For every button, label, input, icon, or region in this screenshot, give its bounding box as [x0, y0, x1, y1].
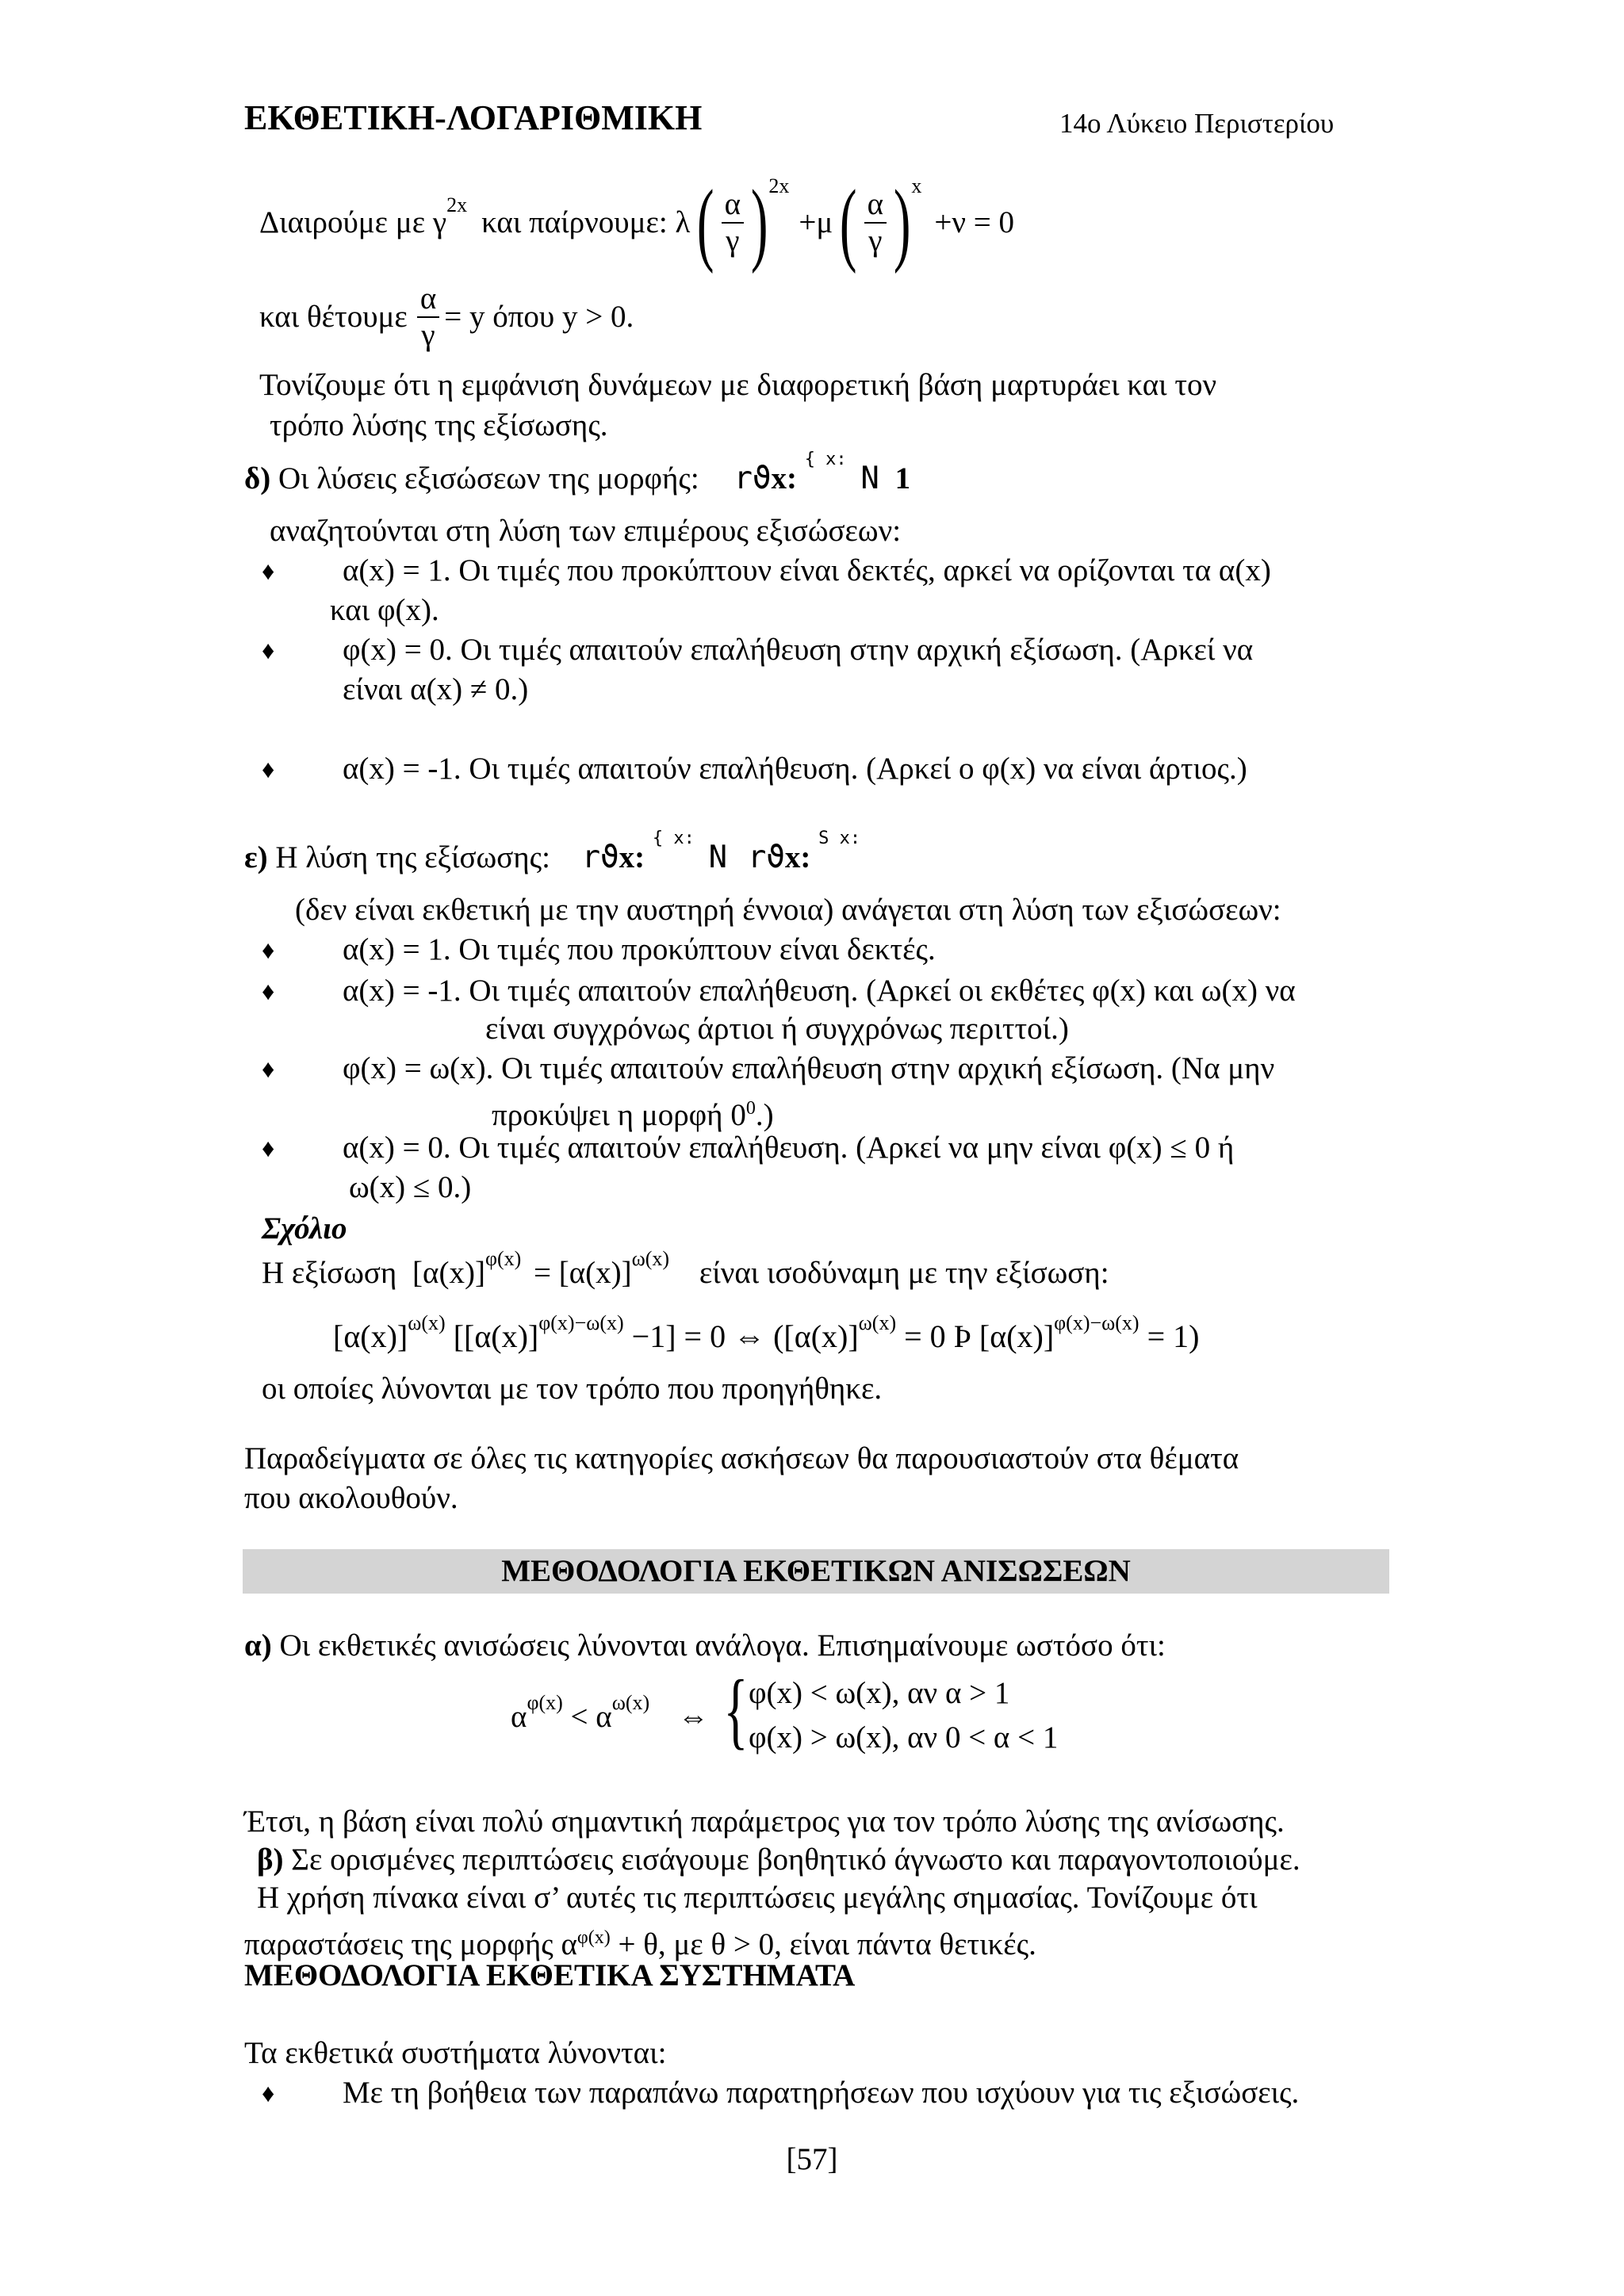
- page-number: [57]: [786, 2142, 838, 2176]
- systems-lead: Τα εκθετικά συστήματα λύνονται:: [244, 2036, 667, 2070]
- lhs-exponent-phi: φ(x): [527, 1691, 563, 1714]
- fraction-denominator: γ: [421, 318, 435, 352]
- school-name: 14ο Λύκειο Περιστερίου: [1059, 108, 1335, 139]
- exponent-x: x: [911, 174, 922, 197]
- formula-superscript: { x:: [804, 450, 847, 469]
- eq2-part-2: [[α(x)]: [453, 1318, 539, 1354]
- comment-eq-text: Η εξίσωση: [262, 1256, 397, 1290]
- fraction-denominator: γ: [726, 224, 740, 258]
- right-paren: ): [893, 170, 911, 274]
- list-item: φ(x) = 0. Οι τιμές απαιτούν επαλήθευση στην αρχική εξίσωση. (Αρκεί να: [343, 633, 1254, 667]
- basis-line: Έτσι, η βάση είναι πολύ σημαντική παράμετρος για τον τρόπο λύσης της ανίσωσης.: [244, 1804, 1285, 1839]
- page-title: ΕΚΘΕΤΙΚΗ-ΛΟΓΑΡΙΘΜΙΚΗ: [244, 98, 703, 137]
- list-item: α(x) = -1. Οι τιμές απαιτούν επαλήθευση. (Αρκεί ο φ(x) να είναι άρτιος.): [343, 752, 1247, 786]
- comment-equation-2: [333, 1311, 1200, 1360]
- alpha-over-gamma-fraction: [417, 281, 439, 353]
- formula-glyph-n: N: [860, 461, 879, 496]
- case-2: φ(x) > ω(x), αν 0 < α < 1: [749, 1720, 1059, 1755]
- eq2-part-1: [α(x)]: [333, 1318, 408, 1354]
- bullet-icon: ♦: [262, 936, 275, 964]
- list-item-continuation-text: προκύψει η μορφή 0: [492, 1098, 746, 1132]
- list-item-continuation: είναι α(x) ≠ 0.): [343, 672, 529, 706]
- ineq-a-text: Οι εκθετικές ανισώσεις λύνονται ανάλογα. Επισημαίνουμε ωστόσο ότι:: [279, 1628, 1166, 1663]
- list-item: α(x) = -1. Οι τιμές απαιτούν επαλήθευση. (Αρκεί οι εκθέτες φ(x) και ω(x) να: [343, 974, 1296, 1008]
- zero-exponent: 0: [745, 1098, 756, 1119]
- section-e-label: ε): [244, 840, 268, 874]
- exponent-phi-minus-omega: φ(x)−ω(x): [1054, 1311, 1139, 1334]
- exponent-omega: ω(x): [408, 1311, 446, 1334]
- table-line: Η χρήση πίνακα είναι σ’ αυτές τις περιπτώσεις μεγάλης σημασίας. Τονίζουμε ότι: [257, 1881, 1258, 1915]
- systems-heading: ΜΕΘΟΔΟΛΟΓΙΑ ΕΚΘΕΤΙΚΑ ΣΥΣΤΗΜΑΤΑ: [244, 1958, 856, 1992]
- list-item-continuation: και φ(x).: [330, 593, 439, 627]
- comment-equation-1: [262, 1247, 1109, 1295]
- section-e-text: Η λύση της εξίσωσης:: [275, 840, 550, 874]
- eq2-part-4: = 0 Þ [α(x)]: [904, 1318, 1055, 1354]
- iff-arrow: ⇔: [677, 1700, 709, 1734]
- formula-superscript: { x:: [652, 828, 695, 848]
- divide-text: Διαιρούμε με γ: [259, 205, 447, 239]
- exponent-phi-minus-omega: φ(x)−ω(x): [538, 1311, 624, 1334]
- formula-glyph-x: x:: [619, 840, 645, 874]
- comment-tail: οι οποίες λύνονται με τον τρόπο που προηγήθηκε.: [262, 1372, 883, 1406]
- plus-mu: +μ: [799, 205, 833, 239]
- alpha-over-gamma-fraction: [722, 187, 744, 258]
- equals-sign: =: [534, 1256, 552, 1290]
- set-text: και θέτουμε: [259, 300, 408, 334]
- inequality-rule-lhs: [511, 1691, 709, 1739]
- formula-glyph-r: r: [747, 840, 767, 875]
- left-paren: (: [697, 170, 714, 274]
- bullet-icon: ♦: [262, 1054, 275, 1083]
- divide-equation: [259, 171, 1014, 274]
- exponent-omega: ω(x): [858, 1311, 897, 1334]
- emphasis-line-1: Τονίζουμε ότι η εμφάνιση δυνάμεων με διαφορετική βάση μαρτυράει και τον: [259, 368, 1217, 402]
- list-item: φ(x) = ω(x). Οι τιμές απαιτούν επαλήθευση στην αρχική εξίσωση. (Να μην: [343, 1051, 1275, 1085]
- section-d-label: δ): [244, 461, 271, 496]
- left-paren: (: [840, 170, 857, 274]
- divide-text-2: και παίρνουμε: λ: [481, 205, 691, 239]
- bullet-icon: ♦: [262, 557, 275, 585]
- exponent-2x: 2x: [768, 174, 790, 197]
- list-item-continuation: είναι συγχρόνως άρτιοι ή συγχρόνως περιττοί.): [485, 1012, 1069, 1046]
- section-e-lead: (δεν είναι εκθετική με την αυστηρή έννοια) ανάγεται στη λύση των εξισώσεων:: [295, 893, 1281, 927]
- substitution-line: [259, 279, 634, 355]
- list-item: α(x) = 1. Οι τιμές που προκύπτουν είναι δεκτές, αρκεί να ορίζονται τα α(x): [343, 553, 1271, 587]
- left-brace: {: [723, 1663, 749, 1758]
- expr-exponent: φ(x): [576, 1927, 611, 1948]
- case-1: φ(x) < ω(x), αν α > 1: [749, 1676, 1010, 1710]
- ineq-b-text: Σε ορισμένες περιπτώσεις εισάγουμε βοηθητικό άγνωστο και παραγοντοποιούμε.: [291, 1843, 1300, 1877]
- section-d-lead: αναζητούνται στη λύση των επιμέρους εξισώσεων:: [270, 514, 902, 548]
- comment-title: Σχόλιο: [262, 1211, 347, 1246]
- bullet-icon: ♦: [262, 977, 275, 1005]
- inequalities-b: [257, 1841, 1300, 1879]
- lhs-exponent-omega: ω(x): [611, 1691, 650, 1714]
- base-bracket: [α(x)]: [558, 1256, 632, 1290]
- section-d-heading: [244, 450, 911, 503]
- ineq-b-label: β): [257, 1843, 284, 1877]
- list-item: α(x) = 0. Οι τιμές απαιτούν επαλήθευση. (Αρκεί να μην είναι φ(x) ≤ 0 ή: [343, 1131, 1235, 1165]
- fraction-numerator: α: [864, 187, 887, 224]
- list-item-continuation: [492, 1089, 774, 1135]
- list-item-continuation-end: .): [755, 1098, 774, 1132]
- bullet-icon: ♦: [262, 636, 275, 664]
- set-rest: = y όπου y > 0.: [444, 300, 634, 334]
- divide-exponent: 2x: [446, 193, 468, 216]
- formula-glyph-r: r: [581, 840, 601, 875]
- emphasis-line-2: τρόπο λύσης της εξίσωσης.: [270, 408, 608, 442]
- formula-superscript: S x:: [818, 828, 861, 848]
- formula-one: 1: [894, 461, 911, 496]
- expr-start: παραστάσεις της μορφής α: [244, 1927, 577, 1961]
- list-item: Με τη βοήθεια των παραπάνω παρατηρήσεων που ισχύουν για τις εξισώσεις.: [343, 2076, 1300, 2110]
- comment-eq-tail: είναι ισοδύναμη με την εξίσωση:: [699, 1256, 1109, 1290]
- section-d-text: Οι λύσεις εξισώσεων της μορφής:: [278, 461, 699, 496]
- eq2-part-3: −1] = 0 ⇔ ([α(x)]: [631, 1318, 859, 1354]
- ineq-a-label: α): [244, 1628, 272, 1663]
- inequalities-a: [244, 1627, 1166, 1665]
- exponent-omega: ω(x): [631, 1247, 670, 1270]
- formula-glyph-x: x:: [771, 461, 797, 496]
- expr-end: + θ, με θ > 0, είναι πάντα θετικές.: [610, 1927, 1036, 1961]
- list-item-continuation: ω(x) ≤ 0.): [349, 1170, 472, 1204]
- base-bracket: [α(x)]: [412, 1256, 485, 1290]
- list-item: α(x) = 1. Οι τιμές που προκύπτουν είναι δεκτές.: [343, 932, 936, 966]
- formula-glyph-theta: ϑ: [766, 840, 785, 875]
- bullet-icon: ♦: [262, 2079, 275, 2107]
- examples-line-2: που ακολουθούν.: [244, 1481, 458, 1515]
- fraction-numerator: α: [417, 281, 439, 318]
- formula-glyph-theta: ϑ: [752, 461, 772, 496]
- exponent-phi: φ(x): [485, 1247, 522, 1270]
- bullet-icon: ♦: [262, 755, 275, 783]
- bullet-icon: ♦: [262, 1134, 275, 1162]
- right-paren: ): [750, 170, 768, 274]
- section-e-heading: [244, 828, 861, 882]
- formula-glyph-theta: ϑ: [600, 840, 619, 875]
- lhs-base: α: [511, 1700, 527, 1734]
- lhs-middle: < α: [570, 1700, 612, 1734]
- fraction-denominator: γ: [868, 224, 883, 258]
- eq2-part-5: = 1): [1147, 1318, 1200, 1354]
- alpha-over-gamma-fraction: [864, 187, 887, 258]
- examples-line-1: Παραδείγματα σε όλες τις κατηγορίες ασκήσεων θα παρουσιαστούν στα θέματα: [244, 1441, 1239, 1475]
- plus-nu: +ν = 0: [934, 205, 1014, 239]
- formula-glyph-x: x:: [784, 840, 811, 874]
- inequalities-heading: ΜΕΘΟΔΟΛΟΓΙΑ ΕΚΘΕΤΙΚΩΝ ΑΝΙΣΩΣΕΩΝ: [501, 1554, 1131, 1588]
- formula-glyph-n: N: [708, 840, 728, 875]
- formula-glyph-r: r: [733, 461, 753, 496]
- fraction-numerator: α: [722, 187, 744, 224]
